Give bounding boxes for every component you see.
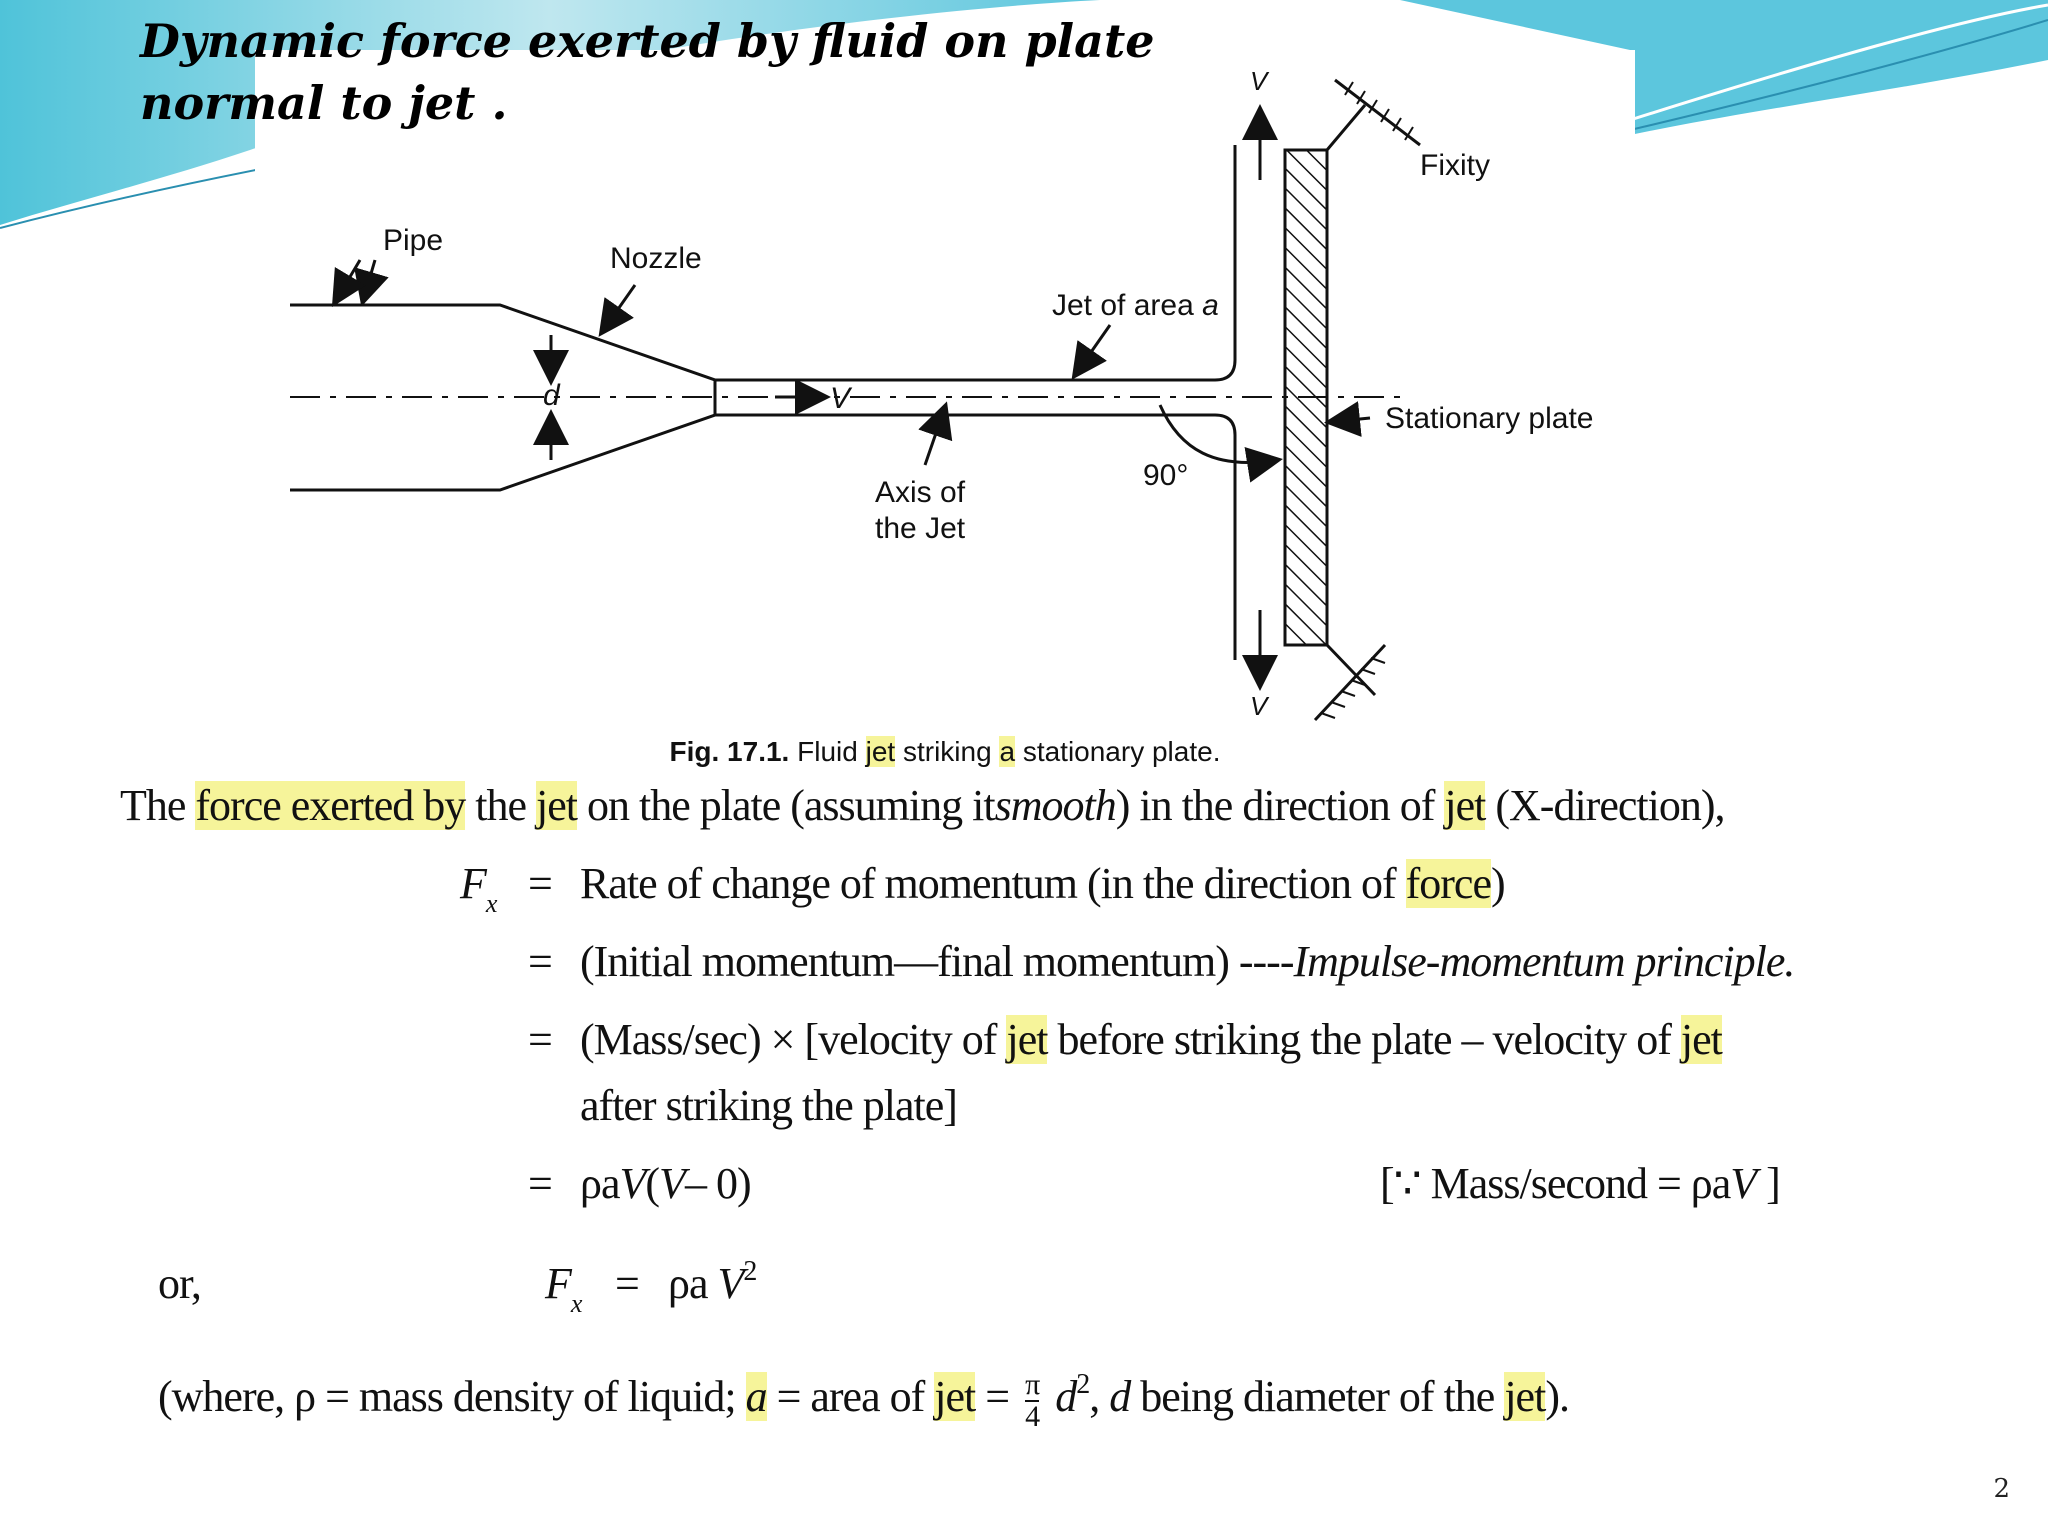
label-pipe: Pipe <box>383 224 444 257</box>
label-nozzle: Nozzle <box>610 242 702 275</box>
slide-title <box>140 10 1154 134</box>
mass-second-note: [∵ Mass/second = ρaV ] <box>1380 1159 1780 1208</box>
label-v-bottom: V <box>1250 691 1268 721</box>
title-line-2: normal to jet . <box>140 76 508 130</box>
equation-line-3: (Mass/sec) × [velocity of jet before striking the plate – velocity of jet <box>580 1015 1722 1064</box>
label-jet-of-area: Jet of area a <box>1052 289 1219 322</box>
page-number: 2 <box>1993 1474 2010 1504</box>
where-line: (where, ρ = mass density of liquid; a = area of jet = $\frac{\pi}{4}$ $d^2$, d being diameter of the jet). <box>158 1368 1569 1433</box>
final-eq: = <box>615 1259 639 1308</box>
pi-over-4: $\frac{\pi}{4}$ <box>1025 1368 1040 1433</box>
or-label: or, <box>158 1259 201 1308</box>
label-fixity: Fixity <box>1420 149 1490 182</box>
label-v-jet: V <box>830 382 851 415</box>
eq-1: = <box>528 859 552 908</box>
final-fx-symbol: $F_x$ <box>545 1259 582 1318</box>
jet-figure <box>255 50 1635 775</box>
label-v-top: V <box>1250 66 1268 96</box>
eq-4: = <box>528 1159 552 1208</box>
label-axis-of: Axis of <box>875 476 966 509</box>
label-angle: 90° <box>1143 459 1189 492</box>
jet-diagram <box>255 50 1635 775</box>
intro-line: The force exerted by the jet on the plate (assuming itsmooth) in the direction of jet (X-direction), <box>120 781 1725 830</box>
label-the-jet: the Jet <box>875 512 966 545</box>
equation-line-2: (Initial momentum—final momentum) ----Impulse-momentum principle. <box>580 937 1795 986</box>
equation-line-3b: after striking the plate] <box>580 1081 957 1130</box>
title-line-1: Dynamic force exerted by fluid on plate <box>140 14 1155 68</box>
fx-symbol: $F_x$ <box>460 859 497 918</box>
label-stationary-plate: Stationary plate <box>1385 402 1594 435</box>
equation-line-1: Rate of change of momentum (in the direction of force) <box>580 859 1505 908</box>
label-d: d <box>543 379 560 412</box>
jet-outline <box>715 145 1235 660</box>
fixity-supports <box>1315 80 1420 720</box>
eq-3: = <box>528 1015 552 1064</box>
equation-line-4: ρaV(V– 0) <box>580 1159 751 1208</box>
stationary-plate <box>1285 150 1327 645</box>
figure-caption: Fig. 17.1. Fluid jet striking a stationary plate. <box>669 736 1221 767</box>
eq-2: = <box>528 937 552 986</box>
final-equation: ρa $V^2$ <box>668 1256 757 1308</box>
